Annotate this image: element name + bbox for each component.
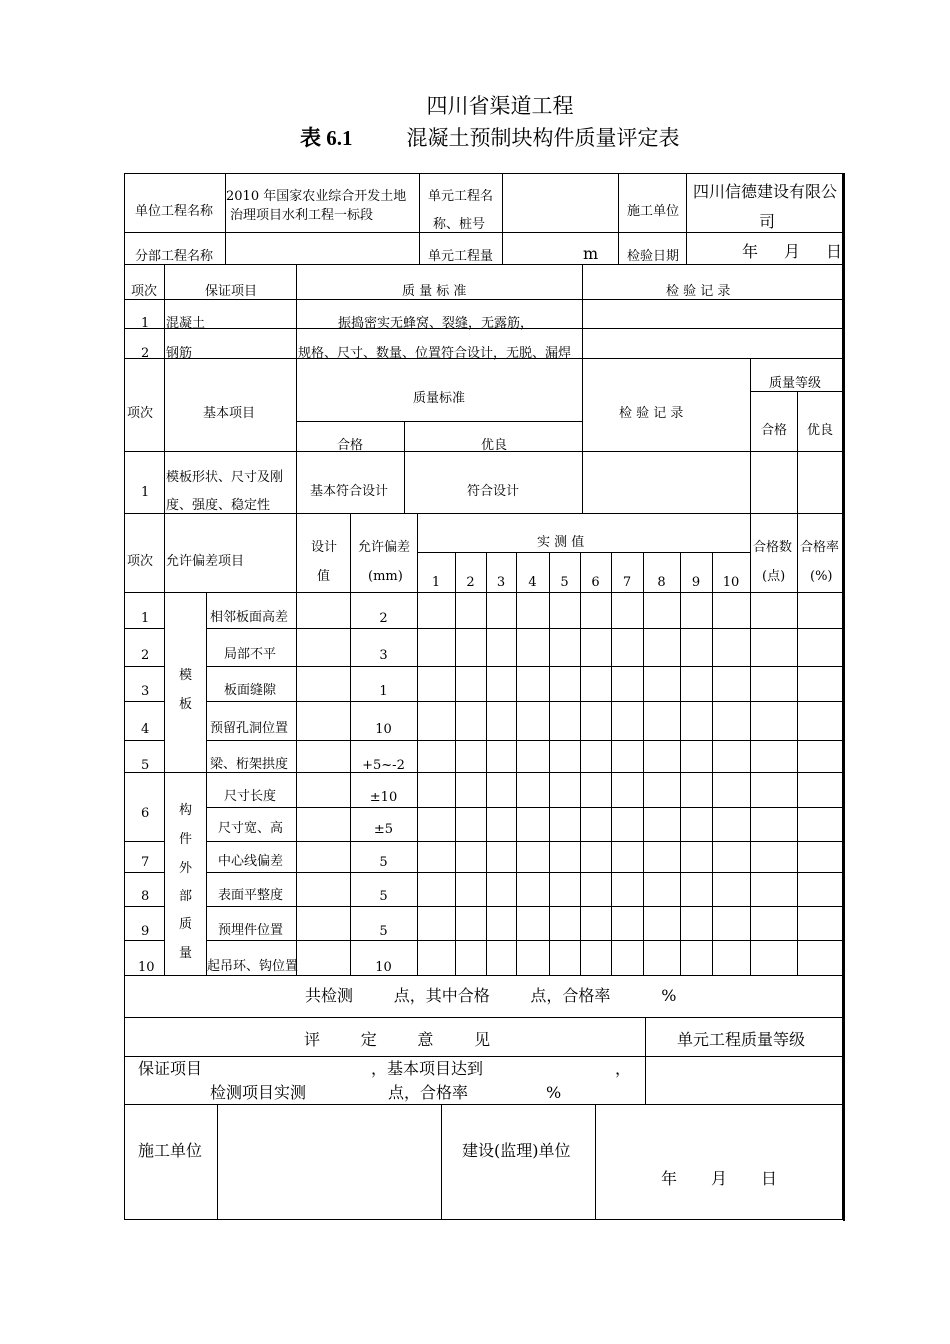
- signature-supervisor-label: 建设(监理)单位: [462, 1141, 571, 1160]
- signature-month: 月: [711, 1169, 728, 1188]
- measure-index: 4: [528, 575, 537, 590]
- evaluation-opinion-header: 评 定 意 见: [304, 1030, 491, 1049]
- grid-line-v: [225, 173, 226, 264]
- grid-line-v: [164, 592, 165, 975]
- grid-line-v: [750, 513, 751, 592]
- tolerance-row-no: 8: [141, 889, 150, 904]
- group-component-char: 外: [179, 861, 193, 876]
- tolerance-col-count-line2: (点): [762, 569, 786, 584]
- grid-line-h: [206, 841, 843, 842]
- tolerance-row-no: 10: [138, 960, 155, 975]
- basic-row-item-line2: 度、强度、稳定性: [166, 498, 271, 513]
- tolerance-row-no: 5: [141, 758, 150, 773]
- tolerance-row-item: 预埋件位置: [218, 923, 284, 938]
- grid-line-h: [206, 807, 843, 808]
- grid-line-v: [417, 592, 418, 975]
- grid-line-h: [124, 740, 164, 741]
- basic-col-standard: 质量标准: [413, 391, 466, 406]
- grid-line-v: [595, 1104, 596, 1220]
- basic-row-no: 1: [141, 485, 150, 500]
- grid-line-h: [206, 740, 843, 741]
- table-name: 混凝土预制块构件质量评定表: [406, 126, 680, 150]
- grid-line-v: [712, 592, 713, 975]
- guarantee-col-record: 检 验 记 录: [666, 284, 731, 299]
- element-name-label-line2: 称、桩号: [433, 217, 486, 232]
- contractor-value-line1: 四川信德建设有限公: [693, 182, 838, 201]
- grid-line-v: [502, 173, 503, 264]
- table-border-right: [843, 173, 845, 1221]
- grid-line-v: [164, 358, 165, 513]
- basic-col-grade-good: 优良: [807, 423, 834, 438]
- guarantee-row-item: 混凝土: [166, 316, 206, 331]
- tolerance-row-no: 9: [141, 924, 150, 939]
- evaluation-line1-guarantee: 保证项目: [138, 1059, 203, 1078]
- tolerance-row-item: 板面缝隙: [224, 683, 277, 698]
- grid-line-v: [404, 421, 405, 513]
- tolerance-row-no: 3: [141, 684, 150, 699]
- grid-line-v: [217, 1104, 218, 1220]
- tolerance-row-allow: 5: [379, 924, 388, 939]
- group-component-char: 构: [179, 803, 193, 818]
- grid-line-v: [441, 1104, 442, 1220]
- signature-year: 年: [661, 1169, 678, 1188]
- grid-line-h: [124, 1056, 843, 1057]
- tolerance-row-item: 梁、桁架拱度: [210, 757, 289, 772]
- grid-line-h: [124, 628, 164, 629]
- basic-col-no: 项次: [127, 406, 154, 421]
- grid-line-v: [164, 513, 165, 592]
- measure-index: 7: [622, 575, 632, 590]
- grid-line-v: [750, 592, 751, 975]
- date-day: 日: [826, 242, 843, 261]
- basic-col-grade-pass: 合格: [761, 423, 788, 438]
- contractor-value-line2: 司: [758, 212, 775, 231]
- guarantee-col-no: 项次: [131, 284, 158, 299]
- table-title: [300, 122, 680, 152]
- tolerance-col-measured: 实 测 值: [537, 535, 585, 550]
- tolerance-row-allow: +5~-2: [362, 758, 405, 773]
- grid-line-v: [296, 513, 297, 592]
- grid-line-h: [124, 940, 164, 941]
- tolerance-col-rate-line1: 合格率: [800, 540, 840, 555]
- basic-row-pass: 基本符合设计: [310, 484, 389, 499]
- tolerance-col-rate-line2: (%): [810, 569, 833, 584]
- tolerance-col-item: 允许偏差项目: [166, 554, 245, 569]
- grid-line-h: [124, 975, 843, 976]
- tolerance-row-allow: 10: [375, 722, 392, 737]
- grid-line-v: [582, 358, 583, 513]
- grid-line-h: [206, 872, 843, 873]
- tolerance-row-allow: 2: [379, 611, 388, 626]
- basic-col-record: 检 验 记 录: [619, 406, 684, 421]
- guarantee-col-standard: 质 量 标 准: [402, 284, 467, 299]
- sub-project-label: 分部工程名称: [135, 249, 214, 264]
- group-component-char: 质: [179, 917, 193, 932]
- tolerance-row-item: 尺寸长度: [224, 789, 277, 804]
- element-qty-unit: m: [583, 244, 599, 263]
- grid-line-h: [206, 701, 843, 702]
- date-month: 月: [784, 242, 801, 261]
- tolerance-row-no: 4: [141, 722, 150, 737]
- tolerance-col-design-line1: 设计: [311, 540, 338, 555]
- grid-line-v: [296, 358, 297, 513]
- measure-index: 1: [431, 575, 441, 590]
- grid-line-h: [124, 872, 164, 873]
- grid-line-v: [645, 1017, 646, 1104]
- group-formwork-char: 板: [179, 697, 193, 712]
- signature-day: 日: [761, 1169, 778, 1188]
- group-component-char: 量: [179, 946, 193, 961]
- tolerance-row-item: 局部不平: [224, 647, 277, 662]
- grid-line-v: [419, 173, 420, 264]
- tolerance-row-allow: 3: [379, 648, 388, 663]
- measure-index: 5: [560, 575, 569, 590]
- grid-line-v: [611, 592, 612, 975]
- grid-line-h: [206, 666, 843, 667]
- tolerance-row-item: 尺寸宽、高: [218, 821, 284, 836]
- tolerance-row-allow: 10: [375, 960, 392, 975]
- evaluation-grade-header: 单元工程质量等级: [677, 1030, 806, 1049]
- tolerance-row-item: 预留孔洞位置: [210, 721, 289, 736]
- tolerance-row-item: 相邻板面高差: [210, 610, 289, 625]
- tolerance-col-no: 项次: [127, 554, 154, 569]
- grid-line-v: [580, 592, 581, 975]
- evaluation-line1-end: ，: [615, 1059, 632, 1078]
- grid-line-v: [680, 592, 681, 975]
- tolerance-col-allow-line1: 允许偏差: [358, 540, 411, 555]
- grid-line-h: [124, 701, 164, 702]
- grid-line-v: [455, 592, 456, 975]
- measure-index: 9: [691, 575, 701, 590]
- guarantee-row-no: 2: [141, 346, 150, 361]
- measure-index: 2: [466, 575, 475, 590]
- summary-total: 共检测 点，其中合格 点，合格率 %: [305, 986, 677, 1005]
- grid-line-v: [549, 592, 550, 975]
- grid-line-h: [206, 628, 843, 629]
- measure-index: 6: [591, 575, 600, 590]
- evaluation-line1-basic: ，基本项目达到: [371, 1059, 484, 1078]
- grid-line-v: [618, 173, 619, 264]
- grid-line-v: [797, 592, 798, 975]
- grid-line-v: [350, 513, 351, 592]
- tolerance-col-allow-line2: (mm): [368, 569, 403, 584]
- grid-line-h: [164, 772, 206, 773]
- grid-line-v: [797, 391, 798, 513]
- tolerance-row-no: 6: [141, 806, 150, 821]
- grid-line-v: [486, 592, 487, 975]
- unit-project-label: 单位工程名称: [135, 204, 214, 219]
- tolerance-col-count-line1: 合格数: [753, 540, 793, 555]
- grid-line-h: [124, 666, 164, 667]
- grid-line-h: [124, 906, 164, 907]
- basic-col-item: 基本项目: [203, 406, 256, 421]
- grid-line-h: [124, 841, 164, 842]
- evaluation-line2-rate: 点，合格率: [388, 1083, 469, 1102]
- table-number: 表 6.1: [300, 126, 353, 150]
- grid-line-h: [206, 772, 843, 773]
- tolerance-row-no: 2: [141, 648, 150, 663]
- tolerance-row-allow: ±5: [373, 822, 394, 837]
- basic-col-grade: 质量等级: [769, 376, 822, 391]
- tolerance-row-allow: 1: [379, 684, 388, 699]
- tolerance-row-allow: ±10: [369, 790, 398, 805]
- measure-index: 3: [496, 575, 506, 590]
- grid-line-v: [582, 264, 583, 358]
- contractor-label: 施工单位: [627, 204, 680, 219]
- tolerance-row-no: 7: [141, 855, 150, 870]
- guarantee-row-no: 1: [141, 316, 150, 331]
- tolerance-row-no: 1: [141, 611, 150, 626]
- tolerance-col-design-line2: 值: [317, 569, 331, 584]
- signature-contractor-label: 施工单位: [138, 1141, 203, 1160]
- tolerance-row-allow: 5: [379, 855, 388, 870]
- grid-line-v: [296, 592, 297, 975]
- guarantee-col-item: 保证项目: [205, 284, 258, 299]
- grid-line-v: [296, 264, 297, 358]
- unit-project-value-line2: 治理项目水利工程一标段: [230, 208, 374, 223]
- grid-line-h: [206, 940, 843, 941]
- grid-line-v: [164, 264, 165, 358]
- guarantee-row-standard: 规格、尺寸、数量、位置符合设计，无脱、漏焊: [298, 346, 572, 361]
- tolerance-row-item: 中心线偏差: [218, 854, 284, 869]
- tolerance-row-item: 表面平整度: [218, 888, 284, 903]
- grid-line-v: [643, 592, 644, 975]
- document-title: 四川省渠道工程: [426, 94, 574, 118]
- element-name-label-line1: 单元工程名: [428, 189, 494, 204]
- guarantee-row-standard: 振捣密实无蜂窝、裂缝，无露筋，: [338, 316, 534, 331]
- date-year: 年: [742, 242, 759, 261]
- measure-index: 10: [722, 575, 740, 590]
- group-component-char: 件: [179, 832, 193, 847]
- inspect-date-label: 检验日期: [627, 249, 680, 264]
- measure-index: 8: [657, 575, 666, 590]
- grid-line-h: [417, 552, 750, 553]
- basic-col-pass: 合格: [337, 438, 364, 453]
- grid-line-v: [797, 513, 798, 592]
- group-component-char: 部: [179, 889, 193, 904]
- unit-project-value-line1: 2010 年国家农业综合开发土地: [226, 189, 407, 204]
- grid-line-v: [516, 592, 517, 975]
- tolerance-row-item: 起吊环、钩位置: [207, 959, 299, 974]
- grid-line-h: [124, 592, 843, 593]
- grid-line-h: [206, 906, 843, 907]
- grid-line-h: [124, 1017, 843, 1018]
- grid-line-h: [124, 1104, 843, 1105]
- element-qty-label: 单元工程量: [428, 249, 494, 264]
- guarantee-row-item: 钢筋: [166, 346, 193, 361]
- grid-line-h: [296, 421, 582, 422]
- evaluation-line2-measured: 检测项目实测: [210, 1083, 307, 1102]
- tolerance-row-allow: 5: [379, 889, 388, 904]
- evaluation-line2-percent: %: [546, 1083, 562, 1102]
- basic-row-good: 符合设计: [467, 484, 520, 499]
- grid-line-v: [686, 173, 687, 264]
- grid-line-v: [750, 358, 751, 513]
- basic-col-good: 优良: [481, 438, 508, 453]
- basic-row-item-line1: 模板形状、尺寸及刚: [166, 470, 284, 485]
- grid-line-v: [206, 592, 207, 975]
- group-formwork-char: 模: [179, 668, 193, 683]
